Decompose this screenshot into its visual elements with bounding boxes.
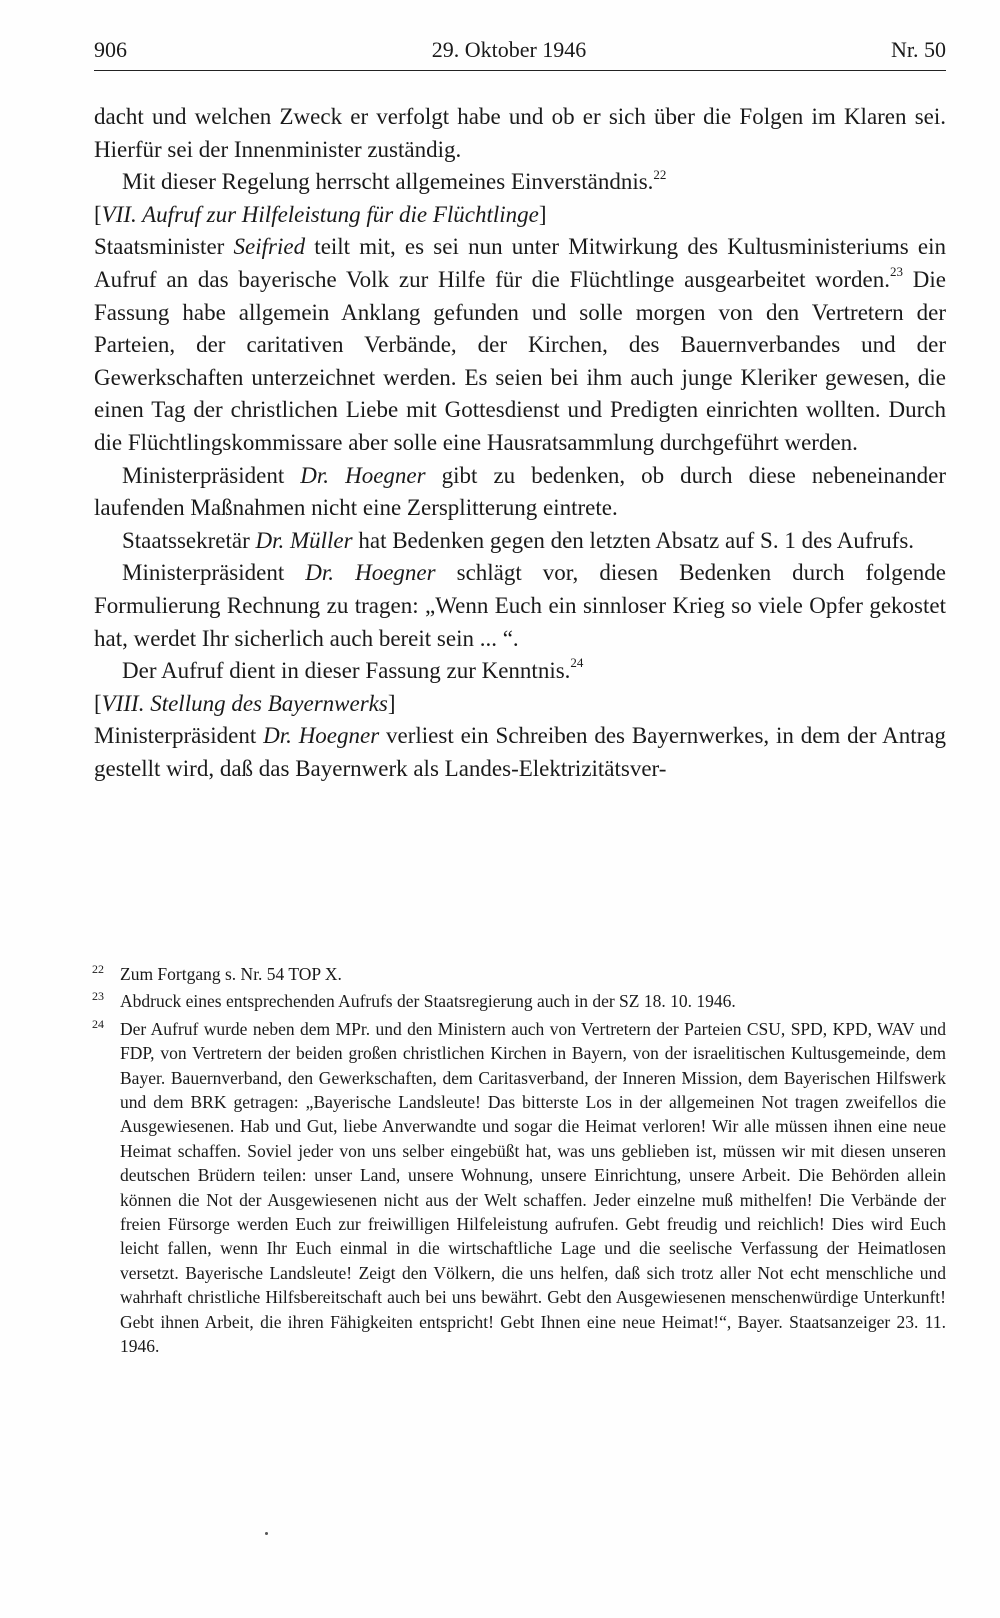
person-name: Dr. Müller [255, 527, 353, 553]
running-header [94, 36, 946, 71]
person-name: Dr. Hoegner [305, 560, 436, 586]
footnote-23 [94, 989, 946, 1013]
footnote-ref-23[interactable]: 23 [889, 264, 903, 280]
paragraph-decision: Der Aufruf dient in dieser Fassung zur Kenntnis.$^{24}$ [122, 655, 584, 684]
footnote-number: 23 [92, 989, 104, 1004]
footnote-number: 22 [92, 962, 104, 976]
issue-number: Nr. 50 [891, 37, 946, 62]
paragraph-continuation: dacht und welchen Zweck er verfolgt habe und ob er sich über die Folgen im Klaren sei. Hierfür sei der Innenminister zuständig. [94, 104, 946, 162]
footnote-text: Abdruck eines entsprechenden Aufrufs der Staatsregierung auch in der SZ 18. 10. 1946. [120, 991, 736, 1012]
paragraph-agreement: Mit dieser Regelung herrscht allgemeines Einverständnis.$^{22}$ [122, 166, 667, 195]
person-name: Dr. Hoegner [263, 723, 380, 749]
person-name: Dr. Hoegner [300, 462, 426, 488]
body-text [94, 101, 946, 785]
person-name: Seifried [233, 234, 306, 260]
footnote-text: Der Aufruf wurde neben dem MPr. und den Ministern auch von Vertretern der Parteien CSU, SPD, KPD, WAV und FDP, von Vertretern der beiden großen christlichen Kirchen in Bayern, von der israelitischen Kultusgemeinde, dem Bayer. Bauernverband, den Gewerkschaften, dem Caritasverband, der Inneren Mission, dem Bayerischen Hilfswerk und dem BRK getragen: „Bayerische Landsleute! Das bitterste Los in der allgemeinen Not tragen zweifellos die Ausgewiesenen. Hab und Gut, liebe Anverwandte und sogar die Heimat verloren! Wir alle müssen ihnen eine neue Heimat schaffen. Soviel jeder von uns selber eingebüßt hat, was uns geblieben ist, müssen wir mit diesen unseren deutschen Brüdern teilen: unser Land, unsere Wohnung, unsere Einrichtung, unsere Arbeit. Die Behörden allein können die Not der Ausgewiesenen nicht aus der Welt schaffen. Jeder einzelne muß mithelfen! Die Verbände der freien Fürsorge werden Euch zur freiwilligen Hilfeleistung aufrufen. Gebt freudig und reichlich! Dies wird Euch leicht fallen, wenn Ihr Euch einmal in die wirtschaftliche Lage und die seelische Verfassung der Heimatlosen versetzt. Bayerische Landsleute! Zeigt den Völkern, die uns helfen, daß sich trotz aller Not echt menschliche und wahrhaft christliche Hilfsbereitschaft auch bei uns bewährt. Gebt den Ausgewiesenen menschenwürdige Unterkunft! Gebt ihnen Arbeit, die ihren Fähigkeiten entspricht! Gebt Ihnen eine neue Heimat!“, Bayer. Staatsanzeiger 23. 11. 1946. [120, 1018, 946, 1357]
paragraph-hoegner-2: Ministerpräsident Dr. Hoegner schlägt vor, diesen Bedenken durch folgende Formulierung Rechnung zu tragen: „Wenn Euch ein sinnloser Krieg so viele Opfer gekostet hat, werdet Ihr sicherlich auch bereit sein ... “. [94, 560, 946, 651]
footnote-24 [94, 1017, 946, 1359]
section-heading-vii: [VII. Aufruf zur Hilfeleistung für die Flüchtlinge] [94, 201, 547, 227]
footnote-ref-24[interactable]: 24 [570, 655, 584, 671]
scan-speck [265, 1532, 268, 1535]
paragraph-hoegner-1: Ministerpräsident Dr. Hoegner gibt zu bedenken, ob durch diese nebeneinander laufenden Maßnahmen nicht eine Zersplitterung eintrete. [94, 462, 946, 521]
paragraph-bayernwerk: Ministerpräsident Dr. Hoegner verliest ein Schreiben des Bayernwerkes, in dem der Antrag gestellt wird, daß das Bayernwerk als Landes-Elektrizitätsver- [94, 723, 946, 781]
section-heading-viii: [VIII. Stellung des Bayernwerks] [94, 690, 396, 716]
document-page [94, 36, 946, 785]
footnotes [94, 962, 946, 1362]
footnote-text: Zum Fortgang s. Nr. 54 TOP X. [120, 964, 342, 984]
paragraph-seifried: Staatsminister Seifried teilt mit, es sei nun unter Mitwirkung des Kultusministeriums ein Aufruf an das bayerische Volk zur Hilfe für die Flüchtlinge ausgearbeitet worden.$^{23}$ Die Fassung habe allgemein Anklang gefunden und solle morgen von den Vertretern der Parteien, der caritativen Verbände, der Kirchen, des Bauernverbandes und der Gewerkschaften unterzeichnet werden. Es seien bei ihm auch junge Kleriker gewesen, die einen Tag der christlichen Liebe mit Gottesdienst und Predigten einrichten wollten. Durch die Flüchtlingskommissare aber solle eine Hausratsammlung durchgeführt werden. [94, 234, 946, 455]
footnote-number: 24 [92, 1016, 104, 1031]
paragraph-mueller: Staatssekretär Dr. Müller hat Bedenken gegen den letzten Absatz auf S. 1 des Aufrufs. [122, 527, 915, 553]
footnote-22 [94, 962, 946, 986]
footnote-ref-22[interactable]: 22 [653, 166, 667, 182]
page-number: 906 [94, 37, 127, 62]
header-date: 29. Oktober 1946 [431, 37, 587, 62]
